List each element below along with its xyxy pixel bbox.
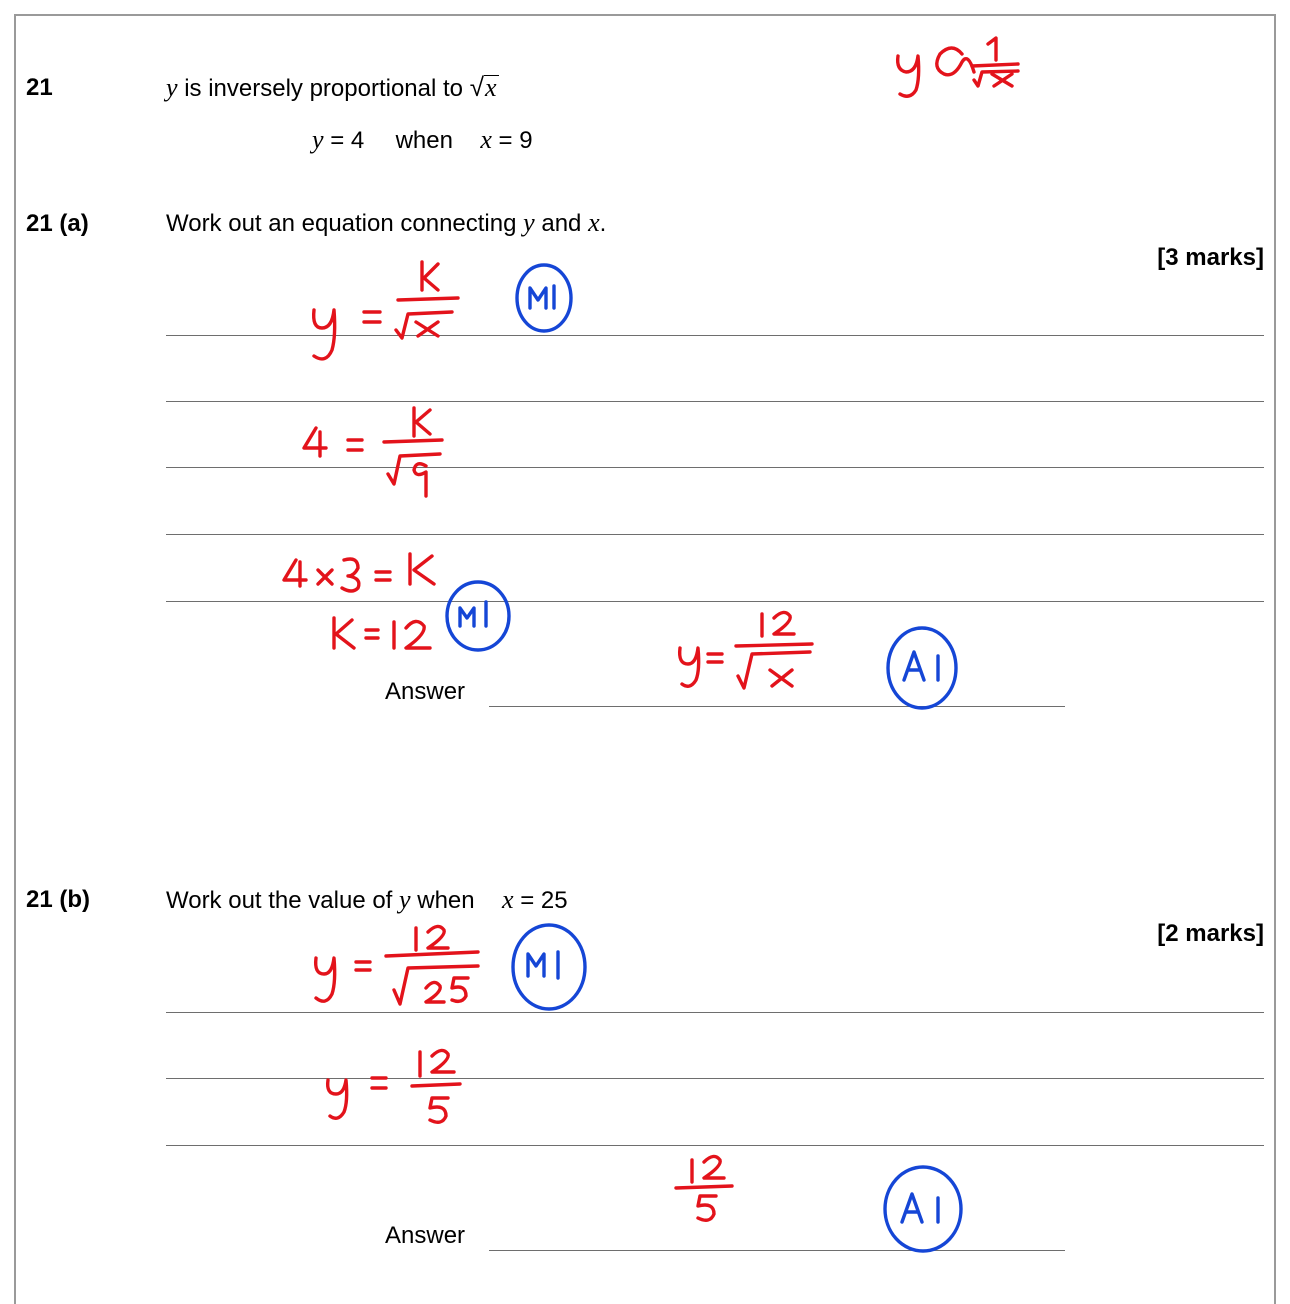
part-a-period: .	[599, 210, 607, 237]
part-a-marks: [3 marks]	[1157, 244, 1264, 271]
m1-annotation-a2	[447, 582, 509, 650]
stem-variable-y: y	[166, 73, 178, 102]
part-b-answer-label: Answer	[385, 1222, 466, 1249]
part-b-prompt-text: Work out the value of	[166, 887, 393, 914]
given-y-label: y	[312, 125, 324, 154]
part-b-x-value: = 25	[520, 887, 568, 914]
part-b-label: 21 (b)	[26, 886, 91, 913]
question-number: 21	[26, 74, 53, 101]
a1-annotation-b	[885, 1167, 961, 1251]
m1-annotation-a1	[517, 265, 571, 331]
stem-text: is inversely proportional to	[184, 75, 464, 102]
part-a-label: 21 (a)	[26, 210, 89, 237]
part-b-marks: [2 marks]	[1157, 920, 1264, 947]
given-x-value: = 9	[498, 127, 533, 154]
part-b-when: when	[417, 887, 475, 914]
m1-annotation-b	[513, 925, 585, 1009]
given-when: when	[395, 127, 453, 154]
part-b-variable-y: y	[399, 885, 411, 914]
part-b-variable-x: x	[501, 885, 514, 914]
a1-annotation-a	[888, 628, 956, 708]
part-a-prompt-text: Work out an equation connecting	[166, 210, 517, 237]
stem-root-x: x	[484, 73, 497, 102]
sqrt-symbol: √	[469, 72, 484, 102]
part-a-variable-y: y	[523, 208, 535, 237]
part-a-answer-label: Answer	[385, 678, 466, 705]
given-y-value: = 4	[330, 127, 365, 154]
part-a-and: and	[541, 210, 582, 237]
given-x-label: x	[480, 125, 492, 154]
part-a-variable-x: x	[588, 208, 600, 237]
